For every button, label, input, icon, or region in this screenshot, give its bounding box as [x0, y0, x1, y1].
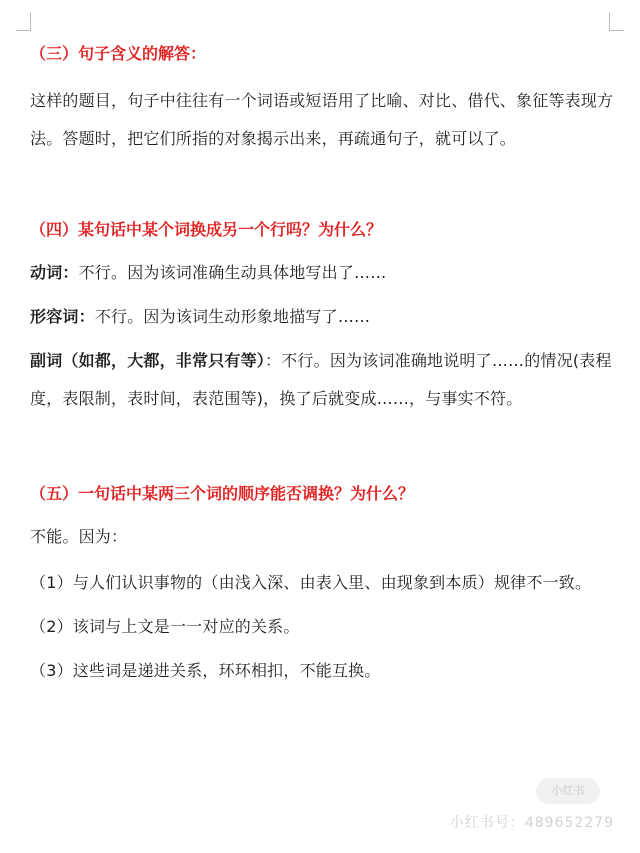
adjective-answer	[30, 298, 370, 336]
verb-answer	[30, 254, 386, 292]
adjective-label: 形容词：	[30, 307, 95, 326]
section-3-heading: （三）句子含义的解答：	[30, 44, 207, 63]
reason-item-2: （2）该词与上文是一一对应的关系。	[30, 617, 300, 636]
reason-item-3: （3）这些词是递进关系，环环相扣，不能互换。	[30, 661, 381, 680]
page-corner-mark-top-left	[16, 12, 31, 30]
adjective-text: 不行。因为该词生动形象地描写了……	[94, 307, 371, 326]
watermark-badge: 小红书	[536, 778, 600, 804]
adverb-label: 副词（如都，大都，非常只有等）	[30, 351, 266, 370]
verb-text: 不行。因为该词准确生动具体地写出了……	[78, 263, 387, 282]
reason-item-1: （1）与人们认识事物的（由浅入深、由表入里、由现象到本质）规律不一致。	[30, 573, 592, 592]
page-corner-mark-top-right	[609, 12, 624, 30]
adverb-answer	[30, 342, 614, 418]
section-3-body: 这样的题目，句子中往往有一个词语或短语用了比喻、对比、借代、象征等表现方法。答题时，把它们所指的对象揭示出来，再疏通句子，就可以了。	[30, 91, 614, 148]
section-4-heading: （四）某句话中某个词换成另一个行吗？为什么？	[30, 220, 383, 239]
section-5-intro: 不能。因为：	[30, 527, 128, 546]
section-5-heading: （五）一句话中某两三个词的顺序能否调换？为什么？	[30, 484, 415, 503]
verb-label: 动词：	[30, 263, 79, 282]
watermark-id: 小红书号：489652279	[449, 815, 614, 831]
adverb-text: ：不行。因为该词准确地说明了……的情况(表程度，表限制，表时间，表范围等)，换了后就变成……，与事实不符。	[30, 351, 612, 408]
